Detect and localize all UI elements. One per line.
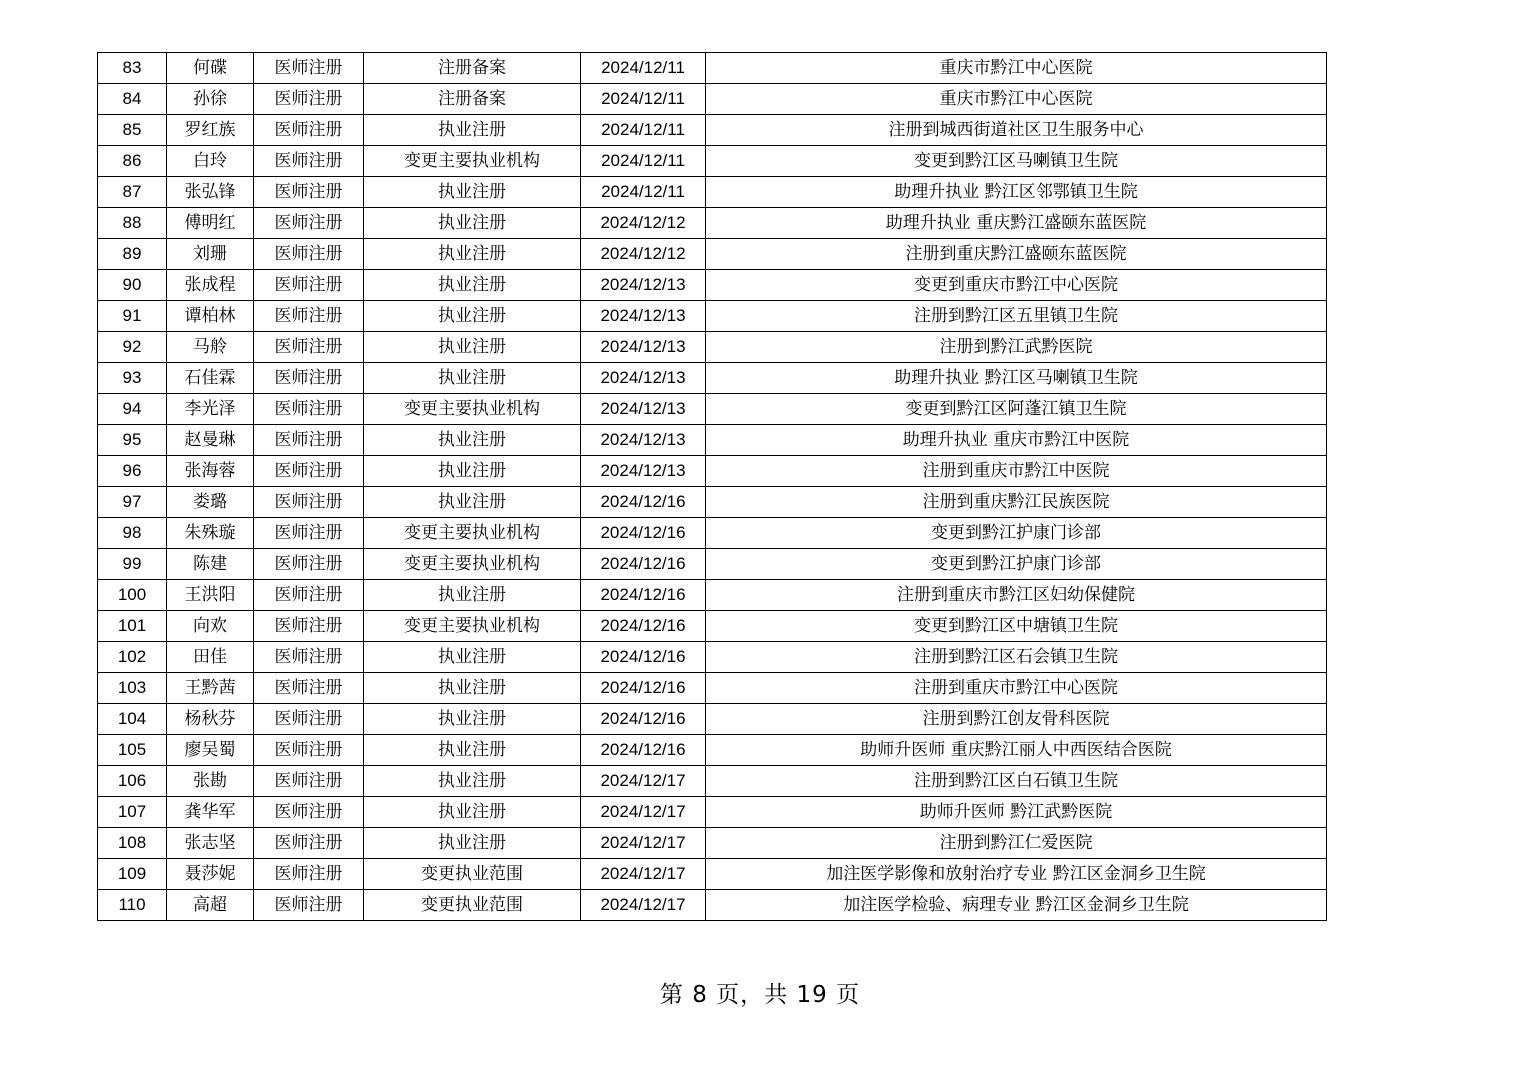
cell-type: 执业注册 [364,425,581,456]
cell-number: 95 [98,425,167,456]
cell-type: 注册备案 [364,53,581,84]
table-row [98,239,1327,270]
cell-date: 2024/12/13 [581,301,706,332]
cell-type: 执业注册 [364,301,581,332]
cell-date: 2024/12/16 [581,673,706,704]
registration-table [97,52,1327,921]
cell-name: 聂莎妮 [167,859,254,890]
cell-category: 医师注册 [254,146,364,177]
cell-type: 注册备案 [364,84,581,115]
cell-name: 向欢 [167,611,254,642]
cell-type: 执业注册 [364,363,581,394]
cell-type: 变更执业范围 [364,859,581,890]
cell-number: 85 [98,115,167,146]
cell-number: 88 [98,208,167,239]
cell-type: 执业注册 [364,797,581,828]
cell-category: 医师注册 [254,84,364,115]
cell-category: 医师注册 [254,704,364,735]
cell-date: 2024/12/13 [581,456,706,487]
cell-detail: 加注医学影像和放射治疗专业 黔江区金洞乡卫生院 [706,859,1327,890]
table-row [98,84,1327,115]
cell-category: 医师注册 [254,518,364,549]
table-row [98,859,1327,890]
cell-name: 白玲 [167,146,254,177]
table-row [98,518,1327,549]
cell-detail: 助理升执业 重庆市黔江中医院 [706,425,1327,456]
cell-category: 医师注册 [254,487,364,518]
cell-detail: 变更到重庆市黔江中心医院 [706,270,1327,301]
cell-detail: 注册到重庆黔江民族医院 [706,487,1327,518]
cell-name: 张志坚 [167,828,254,859]
cell-name: 罗红族 [167,115,254,146]
cell-detail: 助理升执业 黔江区马喇镇卫生院 [706,363,1327,394]
cell-name: 张成程 [167,270,254,301]
table-row [98,394,1327,425]
cell-number: 101 [98,611,167,642]
cell-date: 2024/12/16 [581,704,706,735]
cell-date: 2024/12/13 [581,394,706,425]
table-row [98,301,1327,332]
cell-number: 103 [98,673,167,704]
cell-name: 李光泽 [167,394,254,425]
table-row [98,766,1327,797]
cell-date: 2024/12/12 [581,208,706,239]
cell-category: 医师注册 [254,239,364,270]
cell-number: 104 [98,704,167,735]
cell-name: 高超 [167,890,254,921]
cell-date: 2024/12/12 [581,239,706,270]
cell-type: 变更主要执业机构 [364,394,581,425]
table-row [98,53,1327,84]
cell-detail: 助理升执业 重庆黔江盛颐东蓝医院 [706,208,1327,239]
cell-detail: 变更到黔江区阿蓬江镇卫生院 [706,394,1327,425]
cell-date: 2024/12/16 [581,611,706,642]
cell-date: 2024/12/16 [581,487,706,518]
cell-category: 医师注册 [254,115,364,146]
cell-number: 100 [98,580,167,611]
table-row [98,580,1327,611]
cell-name: 张海蓉 [167,456,254,487]
cell-date: 2024/12/13 [581,270,706,301]
table-row [98,735,1327,766]
cell-date: 2024/12/11 [581,84,706,115]
cell-category: 医师注册 [254,673,364,704]
cell-detail: 注册到重庆市黔江中心医院 [706,673,1327,704]
cell-detail: 注册到黔江区五里镇卫生院 [706,301,1327,332]
cell-type: 执业注册 [364,642,581,673]
table-row [98,797,1327,828]
cell-category: 医师注册 [254,859,364,890]
cell-category: 医师注册 [254,580,364,611]
cell-type: 执业注册 [364,239,581,270]
cell-detail: 重庆市黔江中心医院 [706,53,1327,84]
cell-detail: 注册到重庆黔江盛颐东蓝医院 [706,239,1327,270]
cell-date: 2024/12/16 [581,549,706,580]
cell-name: 马舲 [167,332,254,363]
cell-name: 娄璐 [167,487,254,518]
cell-detail: 变更到黔江护康门诊部 [706,549,1327,580]
cell-date: 2024/12/17 [581,766,706,797]
cell-date: 2024/12/11 [581,53,706,84]
cell-number: 84 [98,84,167,115]
cell-category: 医师注册 [254,394,364,425]
cell-category: 医师注册 [254,549,364,580]
cell-detail: 注册到黔江武黔医院 [706,332,1327,363]
cell-category: 医师注册 [254,890,364,921]
cell-name: 杨秋芬 [167,704,254,735]
table-row [98,425,1327,456]
cell-number: 108 [98,828,167,859]
table-row [98,363,1327,394]
cell-detail: 变更到黔江护康门诊部 [706,518,1327,549]
cell-name: 傅明红 [167,208,254,239]
cell-number: 109 [98,859,167,890]
cell-number: 105 [98,735,167,766]
cell-number: 106 [98,766,167,797]
table-row [98,456,1327,487]
cell-name: 王黔茜 [167,673,254,704]
cell-name: 龚华军 [167,797,254,828]
cell-number: 89 [98,239,167,270]
cell-number: 87 [98,177,167,208]
cell-category: 医师注册 [254,828,364,859]
cell-number: 90 [98,270,167,301]
cell-number: 86 [98,146,167,177]
table-row [98,611,1327,642]
table-row [98,828,1327,859]
cell-detail: 重庆市黔江中心医院 [706,84,1327,115]
cell-type: 变更主要执业机构 [364,518,581,549]
cell-detail: 加注医学检验、病理专业 黔江区金洞乡卫生院 [706,890,1327,921]
cell-type: 变更主要执业机构 [364,549,581,580]
cell-detail: 注册到黔江创友骨科医院 [706,704,1327,735]
cell-type: 执业注册 [364,456,581,487]
cell-number: 97 [98,487,167,518]
cell-detail: 注册到黔江区白石镇卫生院 [706,766,1327,797]
cell-category: 医师注册 [254,735,364,766]
cell-detail: 变更到黔江区马喇镇卫生院 [706,146,1327,177]
cell-date: 2024/12/17 [581,890,706,921]
cell-date: 2024/12/11 [581,177,706,208]
cell-category: 医师注册 [254,301,364,332]
table-row [98,270,1327,301]
cell-type: 执业注册 [364,828,581,859]
cell-detail: 助师升医师 黔江武黔医院 [706,797,1327,828]
cell-number: 107 [98,797,167,828]
cell-name: 王洪阳 [167,580,254,611]
cell-name: 朱殊璇 [167,518,254,549]
cell-category: 医师注册 [254,208,364,239]
cell-type: 执业注册 [364,208,581,239]
table-row [98,704,1327,735]
table-row [98,208,1327,239]
cell-date: 2024/12/11 [581,146,706,177]
cell-type: 执业注册 [364,766,581,797]
cell-date: 2024/12/17 [581,797,706,828]
table-row [98,673,1327,704]
cell-name: 张勘 [167,766,254,797]
table-row [98,890,1327,921]
cell-name: 谭柏林 [167,301,254,332]
cell-number: 99 [98,549,167,580]
table-row [98,487,1327,518]
cell-number: 83 [98,53,167,84]
cell-name: 何碟 [167,53,254,84]
cell-detail: 注册到重庆市黔江区妇幼保健院 [706,580,1327,611]
cell-detail: 注册到城西街道社区卫生服务中心 [706,115,1327,146]
table-row [98,146,1327,177]
cell-type: 执业注册 [364,580,581,611]
page-footer: 第 8 页，共 19 页 [659,982,861,1008]
cell-date: 2024/12/16 [581,518,706,549]
registration-table-body [98,53,1327,921]
cell-category: 医师注册 [254,270,364,301]
cell-date: 2024/12/13 [581,332,706,363]
cell-name: 赵曼琳 [167,425,254,456]
cell-category: 医师注册 [254,332,364,363]
cell-name: 孙徐 [167,84,254,115]
cell-category: 医师注册 [254,363,364,394]
cell-detail: 助师升医师 重庆黔江丽人中西医结合医院 [706,735,1327,766]
table-row [98,177,1327,208]
cell-type: 执业注册 [364,673,581,704]
cell-name: 田佳 [167,642,254,673]
cell-category: 医师注册 [254,611,364,642]
cell-number: 102 [98,642,167,673]
cell-type: 执业注册 [364,704,581,735]
cell-date: 2024/12/13 [581,425,706,456]
cell-name: 张弘锋 [167,177,254,208]
cell-name: 陈建 [167,549,254,580]
cell-date: 2024/12/11 [581,115,706,146]
cell-type: 执业注册 [364,115,581,146]
cell-date: 2024/12/13 [581,363,706,394]
table-row [98,642,1327,673]
cell-name: 石佳霖 [167,363,254,394]
cell-detail: 注册到重庆市黔江中医院 [706,456,1327,487]
cell-category: 医师注册 [254,766,364,797]
cell-date: 2024/12/16 [581,642,706,673]
cell-category: 医师注册 [254,456,364,487]
cell-type: 变更主要执业机构 [364,146,581,177]
cell-date: 2024/12/17 [581,828,706,859]
cell-number: 98 [98,518,167,549]
cell-type: 变更执业范围 [364,890,581,921]
table-row [98,549,1327,580]
cell-type: 执业注册 [364,177,581,208]
cell-type: 执业注册 [364,487,581,518]
cell-category: 医师注册 [254,642,364,673]
cell-name: 刘珊 [167,239,254,270]
cell-type: 执业注册 [364,270,581,301]
cell-number: 94 [98,394,167,425]
table-row [98,332,1327,363]
cell-detail: 变更到黔江区中塘镇卫生院 [706,611,1327,642]
cell-category: 医师注册 [254,797,364,828]
cell-number: 92 [98,332,167,363]
cell-type: 变更主要执业机构 [364,611,581,642]
cell-type: 执业注册 [364,735,581,766]
cell-detail: 注册到黔江区石会镇卫生院 [706,642,1327,673]
cell-date: 2024/12/17 [581,859,706,890]
cell-detail: 注册到黔江仁爱医院 [706,828,1327,859]
cell-category: 医师注册 [254,53,364,84]
cell-detail: 助理升执业 黔江区邻鄂镇卫生院 [706,177,1327,208]
cell-number: 91 [98,301,167,332]
cell-number: 110 [98,890,167,921]
cell-number: 93 [98,363,167,394]
table-row [98,115,1327,146]
cell-number: 96 [98,456,167,487]
cell-name: 廖吴蜀 [167,735,254,766]
cell-date: 2024/12/16 [581,580,706,611]
cell-category: 医师注册 [254,177,364,208]
cell-date: 2024/12/16 [581,735,706,766]
cell-type: 执业注册 [364,332,581,363]
cell-category: 医师注册 [254,425,364,456]
